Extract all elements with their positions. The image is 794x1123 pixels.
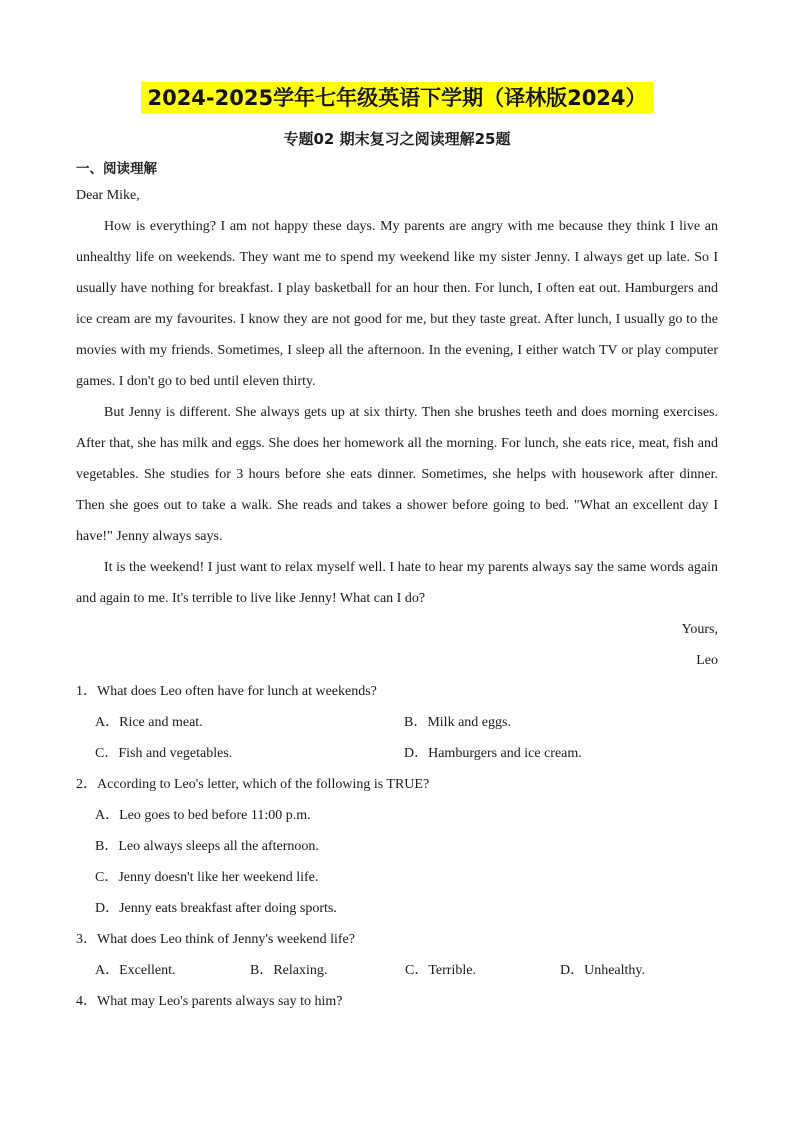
reading-body bbox=[76, 180, 718, 1017]
option-row bbox=[76, 955, 718, 986]
option-c: C．Fish and vegetables. bbox=[95, 746, 233, 761]
question-stem: 3．What does Leo think of Jenny's weekend life? bbox=[76, 932, 355, 947]
option-c: C．Terrible. bbox=[405, 963, 476, 978]
option-row bbox=[76, 893, 718, 924]
letter-paragraph-1: How is everything? I am not happy these days. My parents are angry with me because they think I live an unhealthy life on weekends. They want me to spend my weekend like my sister Jenny. I always get up late. So I usually have nothing for breakfast. I play basketball for an hour then. For lunch, I often eat out. Hamburgers and ice cream are my favourites. I know they are not good for me, but they taste great. After lunch, I usually go to the movies with my friends. Sometimes, I sleep all the afternoon. In the evening, I either watch TV or play computer games. I don't go to bed until eleven thirty. bbox=[76, 219, 718, 389]
question-stem: 1．What does Leo often have for lunch at weekends? bbox=[76, 684, 377, 699]
option-c: C．Jenny doesn't like her weekend life. bbox=[95, 870, 319, 885]
option-a: A．Excellent. bbox=[95, 963, 176, 978]
option-a: A．Rice and meat. bbox=[95, 715, 203, 730]
document-subtitle: 专题02 期末复习之阅读理解25题 bbox=[283, 130, 511, 148]
letter-closing: Yours, bbox=[681, 622, 718, 637]
option-d: D．Unhealthy. bbox=[560, 963, 646, 978]
option-row bbox=[76, 831, 718, 862]
option-row bbox=[76, 862, 718, 893]
question-1 bbox=[76, 676, 718, 769]
letter-greeting: Dear Mike, bbox=[76, 188, 140, 203]
question-4 bbox=[76, 986, 718, 1017]
option-b: B．Leo always sleeps all the afternoon. bbox=[95, 839, 319, 854]
option-a: A．Leo goes to bed before 11:00 p.m. bbox=[95, 808, 311, 823]
letter-signature: Leo bbox=[696, 653, 718, 668]
option-row bbox=[76, 738, 718, 769]
option-b: B．Milk and eggs. bbox=[404, 715, 511, 730]
option-row bbox=[76, 800, 718, 831]
section-heading: 一、阅读理解 bbox=[76, 161, 157, 177]
document-title: 2024-2025学年七年级英语下学期（译林版2024） bbox=[141, 82, 652, 114]
title-row bbox=[0, 82, 794, 114]
option-b: B．Relaxing. bbox=[250, 963, 328, 978]
question-2 bbox=[76, 769, 718, 924]
option-d: D．Hamburgers and ice cream. bbox=[404, 746, 582, 761]
question-3 bbox=[76, 924, 718, 986]
letter-paragraph-3: It is the weekend! I just want to relax myself well. I hate to hear my parents always say the same words again and again to me. It's terrible to live like Jenny! What can I do? bbox=[76, 560, 718, 606]
option-row bbox=[76, 707, 718, 738]
letter-paragraph-2: But Jenny is different. She always gets up at six thirty. Then she brushes teeth and does morning exercises. After that, she has milk and eggs. She does her homework all the morning. For lunch, she eats rice, meat, fish and vegetables. She studies for 3 hours before she eats dinner. Sometimes, she helps with housework after dinner. Then she goes out to take a walk. She reads and takes a shower before going to bed. "What an excellent day I have!" Jenny always says. bbox=[76, 405, 718, 544]
question-stem: 4．What may Leo's parents always say to him? bbox=[76, 994, 343, 1009]
question-stem: 2．According to Leo's letter, which of the following is TRUE? bbox=[76, 777, 430, 792]
option-d: D．Jenny eats breakfast after doing sports. bbox=[95, 901, 337, 916]
